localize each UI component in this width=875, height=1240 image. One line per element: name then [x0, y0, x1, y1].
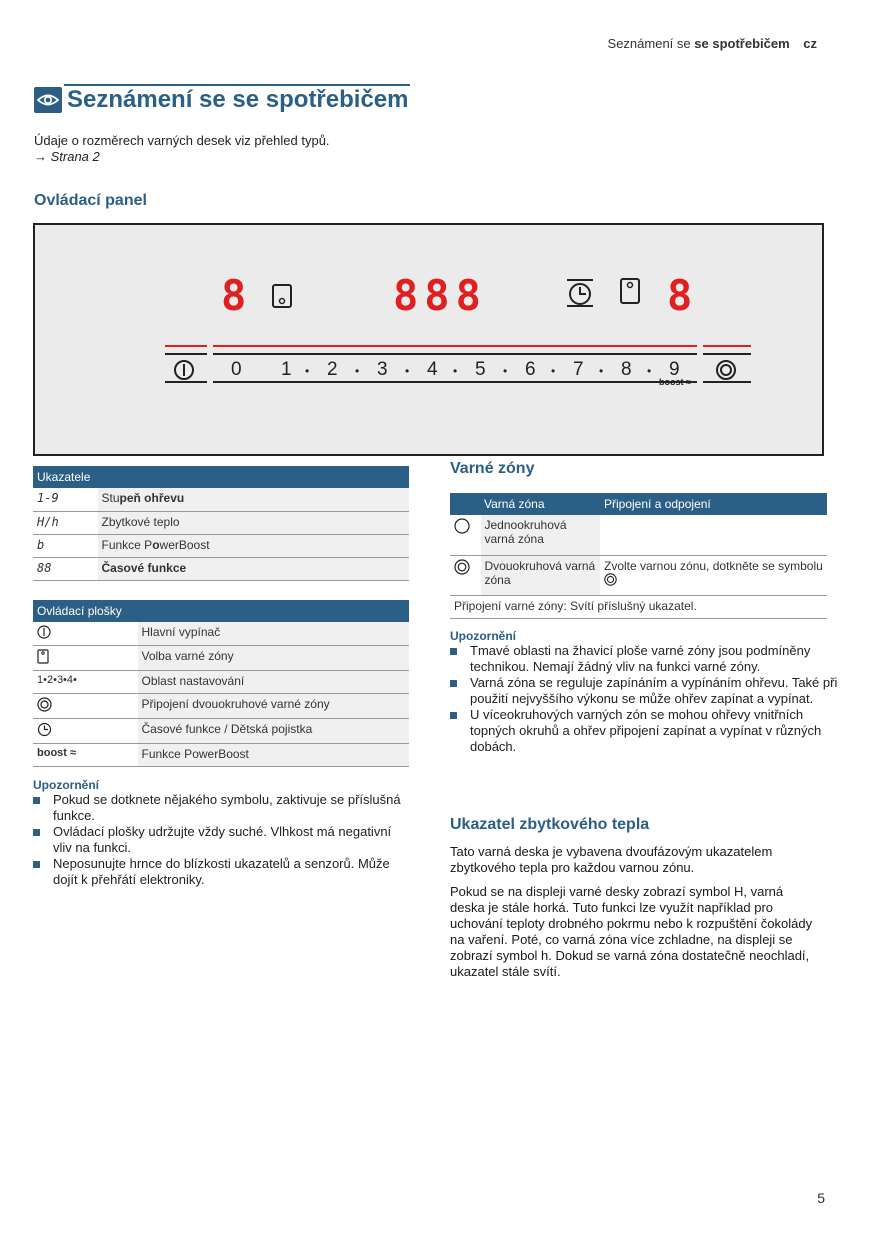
label: Oblast nastavování [137, 671, 409, 694]
red-bar [703, 345, 751, 347]
intro-ref: → Strana 2 [34, 149, 100, 164]
indicators-header: Ukazatele [33, 466, 409, 488]
power-icon [33, 622, 137, 646]
scale-5[interactable]: 5 [475, 359, 486, 380]
scale-2[interactable]: 2 [327, 359, 338, 380]
table-row [450, 515, 827, 555]
zones-footer: Připojení varné zóny: Svítí příslušný ukazatel. [450, 595, 827, 618]
dual-zone-icon [450, 555, 480, 595]
label-bold: o [152, 537, 160, 552]
list-item: Ovládací plošky udržujte vždy suché. Vlhkost má negativní vliv na funkci. [33, 824, 411, 856]
controls-header: Ovládací plošky [33, 600, 409, 622]
zones-table [450, 493, 827, 619]
boost-icon [33, 744, 137, 767]
top-rule [703, 353, 751, 355]
label: Zbytkové teplo [97, 511, 409, 534]
page-title: Seznámení se se spotřebičem [67, 86, 409, 113]
header-lang: cz [803, 36, 817, 51]
scale-4[interactable]: 4 [427, 359, 438, 380]
table-row [33, 694, 409, 719]
display-left: 8 [221, 271, 253, 320]
control-panel-heading: Ovládací panel [34, 192, 147, 209]
list-item: Varná zóna se reguluje zapínáním a vypínáním ohřevu. Také při použití nejvyššího výkonu se může ohřev zapínat a vypínat. [450, 675, 840, 707]
single-zone-icon [450, 515, 480, 555]
scale-6[interactable]: 6 [525, 359, 536, 380]
table-row [33, 622, 409, 646]
scale-dot: • [647, 364, 652, 378]
label [97, 488, 409, 511]
header-section: Seznámení se [607, 36, 691, 51]
table-row [450, 595, 827, 618]
scale-dot: • [503, 364, 508, 378]
zone-action-text: Zvolte varnou zónu, dotkněte se symbolu [604, 558, 823, 573]
label-bold: peň ohřevu [119, 491, 185, 505]
table-row [33, 646, 409, 671]
symbol: b [33, 534, 97, 557]
symbol: 1-9 [33, 488, 97, 511]
zone-select-icon [33, 646, 137, 671]
table-row [33, 744, 409, 767]
eye-icon [34, 87, 62, 113]
dual-zone-icon[interactable] [715, 359, 737, 386]
scale-dot: • [355, 364, 360, 378]
table-row [33, 534, 409, 557]
boost-chevron-icon: ≈ [70, 747, 77, 759]
notes-list [33, 792, 411, 888]
scale-3[interactable]: 3 [377, 359, 388, 380]
red-bar [165, 345, 207, 347]
display-middle: 888 [393, 271, 487, 320]
header-section-bold: se spotřebičem [694, 36, 790, 51]
scale-dot: • [551, 364, 556, 378]
table-row [33, 719, 409, 744]
residual-p2: Pokud se na displeji varné desky zobrazí symbol H, varná deska je stále horká. Tuto funkci lze využít například pro uchování teploty drobného pokrmu nebo k rozpuštění čokolády na vaření. Poté, co varná zóna více zchladne, na displeji se zobrazí symbol h. Dokud se varná zóna dostatečně neochladí, ukazatel stále svítí. [450, 884, 813, 979]
residual-heading: Ukazatel zbytkového tepla [450, 816, 650, 833]
scale-8[interactable]: 8 [621, 359, 632, 380]
boost-label[interactable] [659, 377, 691, 387]
label-part: Funkce P [101, 537, 153, 552]
label: Připojení dvouokruhové varné zóny [137, 694, 409, 719]
red-bar [213, 345, 697, 347]
scale-9[interactable]: 9 [669, 359, 680, 380]
list-item: Neposunujte hrnce do blízkosti ukazatelů a senzorů. Může dojít k přehřátí elektroniky. [33, 856, 411, 888]
power-icon[interactable] [173, 359, 195, 386]
table-row [33, 488, 409, 511]
scale-dot: • [405, 364, 410, 378]
list-item: U víceokruhových varných zón se mohou ohřevy vnitřních topných okruhů a ohřev připojení zapínat a vypínat v různých dobách. [450, 707, 840, 755]
label: Funkce PowerBoost [137, 744, 409, 767]
table-row [33, 671, 409, 694]
symbol: 1•2•3•4• [33, 671, 137, 694]
boost-chevron-icon: ≈ [686, 377, 691, 387]
zones-heading: Varné zóny [450, 460, 535, 477]
scale-7[interactable]: 7 [573, 359, 584, 380]
zone-select-icon-right [619, 277, 641, 310]
table-row [450, 555, 827, 595]
boost-text: boost [659, 377, 684, 387]
scale-0[interactable]: 0 [231, 359, 242, 380]
zone-action [600, 515, 827, 555]
top-rule [165, 353, 207, 355]
table-row [33, 511, 409, 534]
label-part: Stu [101, 491, 120, 505]
notes-heading: Upozornění [450, 629, 516, 643]
bottom-rule [213, 381, 697, 383]
intro [34, 133, 330, 165]
label-part: werBoost [159, 537, 210, 552]
zones-col-icon [450, 493, 480, 515]
label [97, 534, 409, 557]
scale-dot: • [453, 364, 458, 378]
symbol: H/h [33, 511, 97, 534]
label: Časové funkce / Dětská pojistka [137, 719, 409, 744]
scale-dot: • [305, 364, 310, 378]
zones-col1: Varná zóna [480, 493, 600, 515]
top-rule [213, 353, 697, 355]
left-notes [33, 778, 411, 888]
label: Volba varné zóny [137, 646, 409, 671]
dual-zone-icon [604, 575, 617, 589]
table-row [33, 557, 409, 580]
page-number: 5 [817, 1190, 825, 1206]
notes-list [450, 643, 840, 755]
list-item: Pokud se dotknete nějakého symbolu, zaktivuje se příslušná funkce. [33, 792, 411, 824]
zone-name: Dvouokruhová varná zóna [480, 555, 600, 595]
zone-name: Jednookruhová varná zóna [480, 515, 600, 555]
intro-text: Údaje o rozměrech varných desek viz přehled typů. [34, 133, 330, 148]
symbol: 88 [33, 557, 97, 580]
indicators-table [33, 466, 409, 581]
timer-icon [565, 277, 595, 312]
zones-col2: Připojení a odpojení [600, 493, 827, 515]
label [97, 557, 409, 580]
zone-select-icon [271, 283, 293, 314]
zone-action [600, 555, 827, 595]
list-item: Tmavé oblasti na žhavicí ploše varné zóny jsou podmíněny technikou. Nemají žádný vliv na funkci varné zóny. [450, 643, 840, 675]
label-bold: Časové funkce [101, 560, 187, 575]
notes-heading: Upozornění [33, 778, 99, 792]
boost-text: boost [37, 747, 67, 759]
timer-icon [33, 719, 137, 744]
label: Hlavní vypínač [137, 622, 409, 646]
scale-1[interactable]: 1 [281, 359, 292, 380]
running-header [608, 36, 817, 51]
control-panel-illustration [33, 223, 824, 456]
scale-dot: • [599, 364, 604, 378]
controls-table [33, 600, 409, 767]
dual-zone-icon [33, 694, 137, 719]
right-notes [450, 629, 840, 755]
residual-p1: Tato varná deska je vybavena dvoufázovým ukazatelem zbytkového tepla pro každou varnou zónu. [450, 844, 773, 875]
display-right: 8 [667, 271, 699, 320]
